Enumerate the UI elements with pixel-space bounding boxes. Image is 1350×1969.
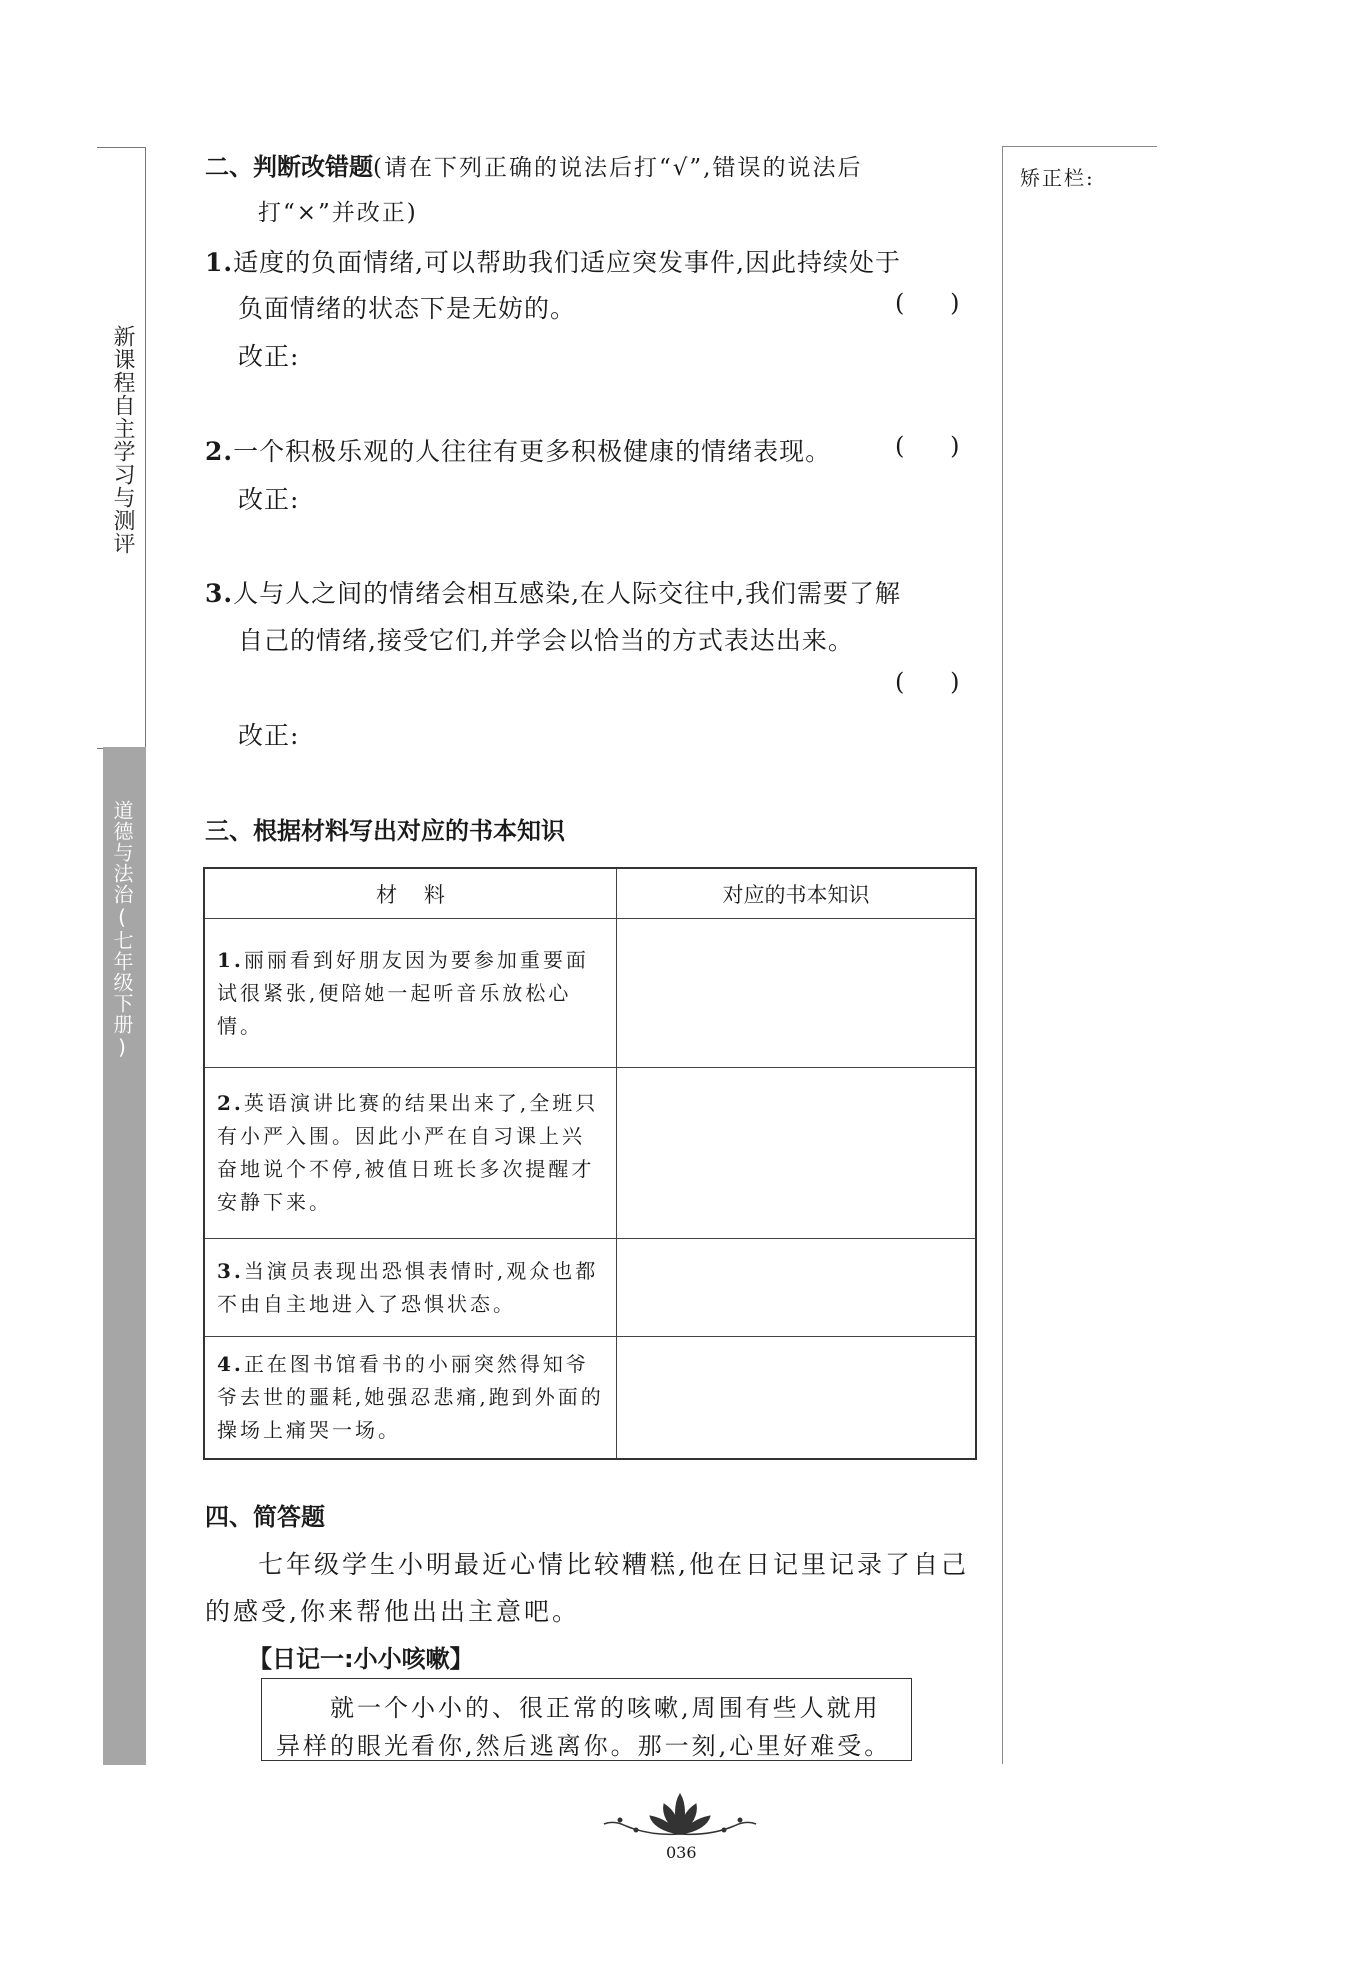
question-2-text-1: 一个积极乐观的人往往有更多积极健康的情绪表现。 <box>233 437 832 466</box>
section2-instruction-1: (请在下列正确的说法后打“√”,错误的说法后 <box>373 155 863 181</box>
question-3-correction-label: 改正: <box>238 721 300 750</box>
knowledge-answer-cell-3[interactable] <box>617 1239 977 1337</box>
table-row <box>204 1239 976 1337</box>
question-2-number: 2. <box>205 437 234 466</box>
diary-text-2: 异样的眼光看你,然后逃离你。那一刻,心里好难受。 <box>276 1732 892 1760</box>
question-3-text-1: 人与人之间的情绪会相互感染,在人际交往中,我们需要了解 <box>233 579 902 608</box>
table-header-material: 材 料 <box>204 868 617 919</box>
question-1-correction-label: 改正: <box>238 342 300 371</box>
correction-column-label: 矫正栏: <box>1020 166 1095 190</box>
material-number-3: 3. <box>217 1258 244 1283</box>
diary-text-1: 就一个小小的、很正常的咳嗽,周围有些人就用 <box>330 1694 881 1722</box>
material-cell-2 <box>204 1068 617 1239</box>
question-3 <box>205 574 901 610</box>
diary-title: 【日记一:小小咳嗽】 <box>248 1645 474 1673</box>
section2-instruction-2: 打“×”并改正) <box>258 200 418 226</box>
material-text-1: 丽丽看到好朋友因为要参加重要面试很紧张,便陪她一起听音乐放松心情。 <box>217 947 589 1038</box>
section4-intro-1: 七年级学生小明最近心情比较糟糕,他在日记里记录了自己 <box>258 1550 969 1579</box>
question-2-correction-label: 改正: <box>238 485 300 514</box>
knowledge-answer-cell-2[interactable] <box>617 1068 977 1239</box>
question-1-number: 1. <box>205 248 234 277</box>
table-header-knowledge: 对应的书本知识 <box>617 868 977 919</box>
question-1-text-1: 适度的负面情绪,可以帮助我们适应突发事件,因此持续处于 <box>233 248 902 277</box>
question-3-number: 3. <box>205 579 234 608</box>
material-text-2: 英语演讲比赛的结果出来了,全班只有小严入围。因此小严在自习课上兴奋地说个不停,被值日班长多次提醒才安静下来。 <box>217 1091 599 1214</box>
materials-table <box>203 867 977 1460</box>
material-cell-3 <box>204 1239 617 1337</box>
knowledge-answer-cell-4[interactable] <box>617 1337 977 1459</box>
material-number-4: 4. <box>217 1351 244 1376</box>
section3-title: 三、根据材料写出对应的书本知识 <box>205 817 565 845</box>
section4-title: 四、简答题 <box>205 1503 325 1531</box>
question-1-text-2: 负面情绪的状态下是无妨的。 <box>238 294 577 323</box>
question-3-answer-paren[interactable]: ( ) <box>895 668 960 696</box>
material-cell-4 <box>204 1337 617 1459</box>
table-row <box>204 1068 976 1239</box>
question-3-text-2: 自己的情绪,接受它们,并学会以恰当的方式表达出来。 <box>238 626 854 655</box>
subject-label: 道德与法治(七年级下册) <box>110 800 134 1060</box>
section2-heading <box>205 147 862 182</box>
table-header-row <box>204 868 976 919</box>
correction-column-top-rule <box>1002 146 1157 147</box>
table-row <box>204 1337 976 1459</box>
material-cell-1 <box>204 919 617 1068</box>
question-1 <box>205 243 901 279</box>
material-number-2: 2. <box>217 1091 244 1115</box>
question-1-answer-paren[interactable]: ( ) <box>895 289 960 317</box>
floral-ornament-icon <box>600 1790 760 1840</box>
correction-column-divider <box>1002 146 1003 1764</box>
book-series-label: 新课程自主学习与测评 <box>110 325 135 555</box>
table-row <box>204 919 976 1068</box>
section4-intro-2: 的感受,你来帮他出出主意吧。 <box>205 1597 580 1626</box>
question-2 <box>205 432 831 468</box>
question-2-answer-paren[interactable]: ( ) <box>895 432 960 460</box>
page-number: 036 <box>666 1843 697 1862</box>
material-number-1: 1. <box>217 947 244 972</box>
material-text-4: 正在图书馆看书的小丽突然得知爷爷去世的噩耗,她强忍悲痛,跑到外面的操场上痛哭一场。 <box>217 1351 604 1442</box>
knowledge-answer-cell-1[interactable] <box>617 919 977 1068</box>
section2-title: 二、判断改错题 <box>205 153 373 181</box>
material-text-3: 当演员表现出恐惧表情时,观众也都不由自主地进入了恐惧状态。 <box>217 1258 599 1316</box>
